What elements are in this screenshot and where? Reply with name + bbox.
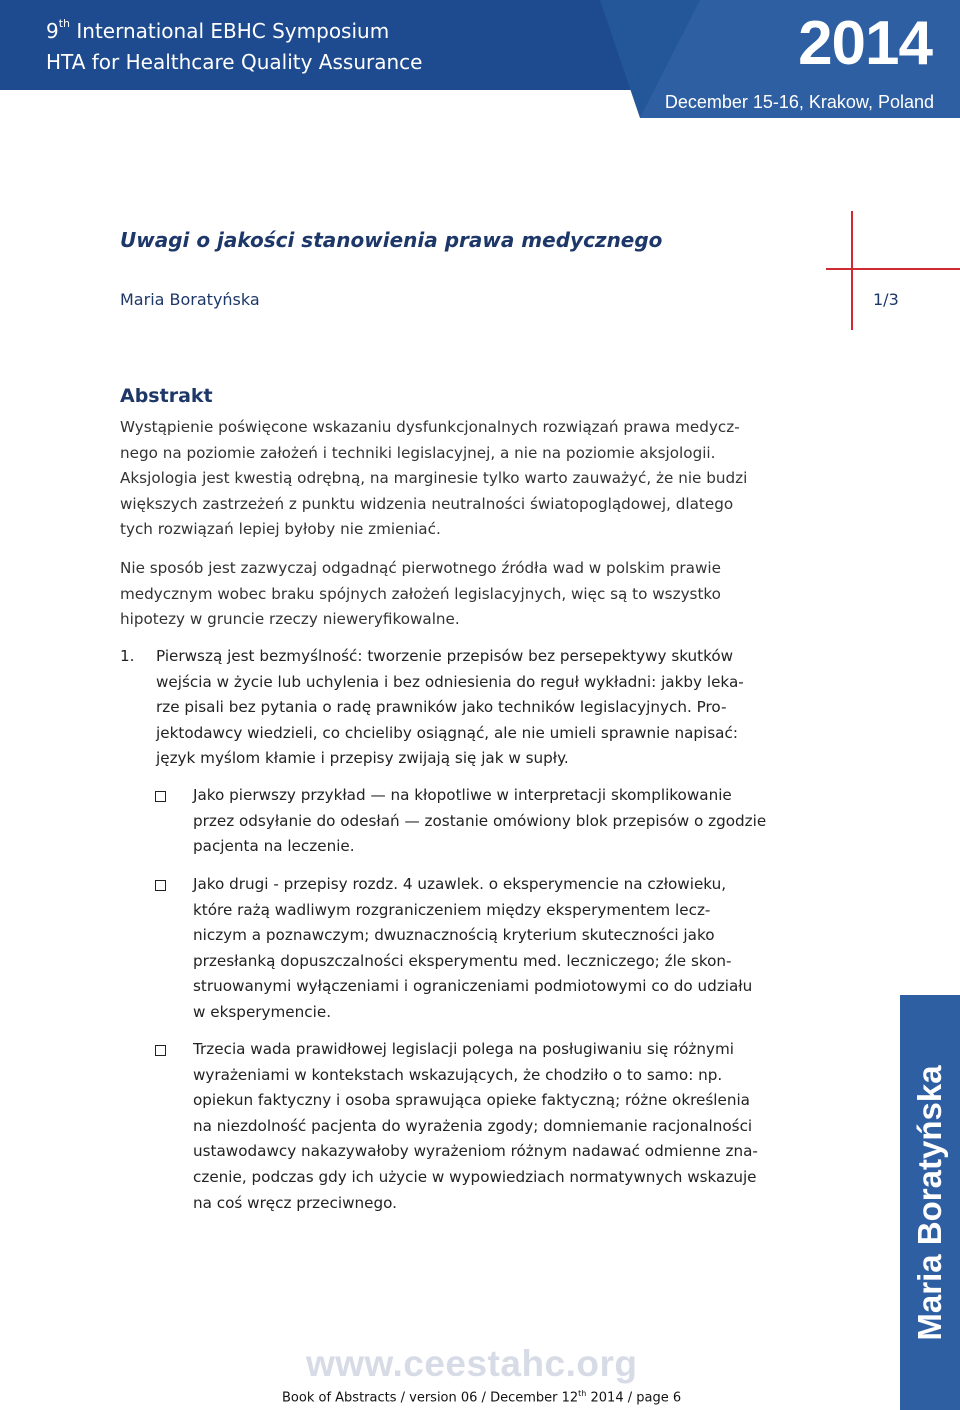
text-line: które rażą wadliwym rozgraniczeniem między eksperymentem lecz- [193, 900, 711, 919]
text-line: większych zastrzeżeń z punktu widzenia neutralności światopoglądowej, dlatego [120, 494, 734, 513]
square-bullet-icon [155, 1045, 166, 1056]
page-indicator: 1/3 [873, 290, 899, 309]
text-line: Aksjologia jest kwestią odrębną, na marginesie tylko warto zauważyć, że nie budzi [120, 469, 748, 488]
text-line: wejścia w życie lub uchylenia i bez odniesienia do reguł wykładni: jakby leka- [156, 672, 744, 691]
red-vertical-rule [851, 211, 853, 330]
item-text [156, 644, 856, 772]
abstract-heading: Abstrakt [120, 385, 213, 407]
text-line: na niezdolność pacjenta do wyrażenia zgody; domniemanie racjonalności [193, 1116, 753, 1135]
text-line: na coś wręcz przeciwnego. [193, 1193, 397, 1212]
abstract-paragraph-1 [120, 415, 840, 543]
bullet-text [193, 783, 873, 860]
symposium-title: 9th International EBHC Symposium [46, 17, 390, 43]
header-banner [0, 0, 960, 118]
symposium-subtitle: HTA for Healthcare Quality Assurance [46, 50, 423, 74]
text-line: Trzecia wada prawidłowej legislacji polega na posługiwaniu się różnymi [193, 1040, 734, 1058]
text-line: Nie sposób jest zazwyczaj odgadnąć pierwotnego źródła wad w polskim prawie [120, 559, 721, 577]
text-line: Wystąpienie poświęcone wskazaniu dysfunkcjonalnych rozwiązań prawa medycz- [120, 418, 740, 436]
text-line: rze pisali bez pytania o radę prawników jako techników legislacyjnych. Pro- [156, 698, 727, 717]
bullet-text [193, 1037, 873, 1216]
page-footer: Book of Abstracts / version 06 / December 12th 2014 / page 6 [282, 1389, 682, 1406]
text-line: w eksperymencie. [193, 1002, 332, 1021]
red-horizontal-rule [826, 268, 960, 270]
symposium-date-place: December 15-16, Krakow, Poland [664, 92, 934, 112]
text-line: Pierwszą jest bezmyślność: tworzenie przepisów bez persepektywy skutków [156, 647, 734, 665]
text-line: przesłanką dopuszczalności eksperymentu med. leczniczego; źle skon- [193, 951, 732, 970]
text-line: ustawodawcy nakazywałoby wyrażeniom różnym nadawać odmienne zna- [193, 1142, 758, 1161]
text-line: tych rozwiązań lepiej byłoby nie zmieniać. [120, 520, 441, 539]
website-url[interactable]: www.ceestahc.org [306, 1343, 638, 1384]
article-author: Maria Boratyńska [120, 290, 260, 309]
bullet-text [193, 872, 873, 1026]
text-line: pacjenta na leczenie. [193, 837, 355, 856]
text-line: wyrażeniami w kontekstach wskazujących, że chodziło o to samo: np. [193, 1065, 723, 1084]
author-sidebar [900, 995, 960, 1410]
square-bullet-icon [155, 880, 166, 891]
text-line: struowanymi wyłączeniami i ograniczeniami podmiotowymi co do udziału [193, 977, 753, 996]
sidebar-author-name: Maria Boratyńska [911, 1065, 948, 1341]
text-line: przez odsyłanie do odesłań — zostanie omówiony blok przepisów o zgodzie [193, 811, 767, 830]
symposium-year: 2014 [798, 9, 932, 78]
text-line: Jako pierwszy przykład — na kłopotliwe w interpretacji skomplikowanie [193, 786, 732, 804]
text-line: czenie, podczas gdy ich użycie w wypowiedziach normatywnych wskazuje [193, 1167, 757, 1186]
text-line: nego na poziomie założeń i techniki legislacyjnej, a nie na poziomie aksjologii. [120, 443, 716, 462]
text-line: język myślom kłamie i przepisy zwijają się jak w supły. [156, 749, 569, 768]
text-line: medycznym wobec braku spójnych założeń legislacyjnych, więc są to wszystko [120, 584, 721, 603]
text-line: jektodawcy wiedzieli, co chcieliby osiągnąć, ale nie umieli sprawnie napisać: [156, 723, 738, 742]
text-line: hipotezy w gruncie rzeczy nieweryfikowalne. [120, 610, 460, 629]
item-number: 1. [120, 647, 135, 665]
square-bullet-icon [155, 791, 166, 802]
text-line: Jako drugi - przepisy rozdz. 4 uzawlek. o eksperymencie na człowieku, [193, 875, 727, 893]
article-title: Uwagi o jakości stanowienia prawa medycznego [120, 228, 663, 252]
abstract-paragraph-2 [120, 556, 840, 633]
text-line: niczym a poznawczym; dwuznacznością kryterium skuteczności jako [193, 926, 715, 945]
text-line: opiekun faktyczny i osoba sprawująca opieke faktyczną; różne określenia [193, 1091, 750, 1110]
